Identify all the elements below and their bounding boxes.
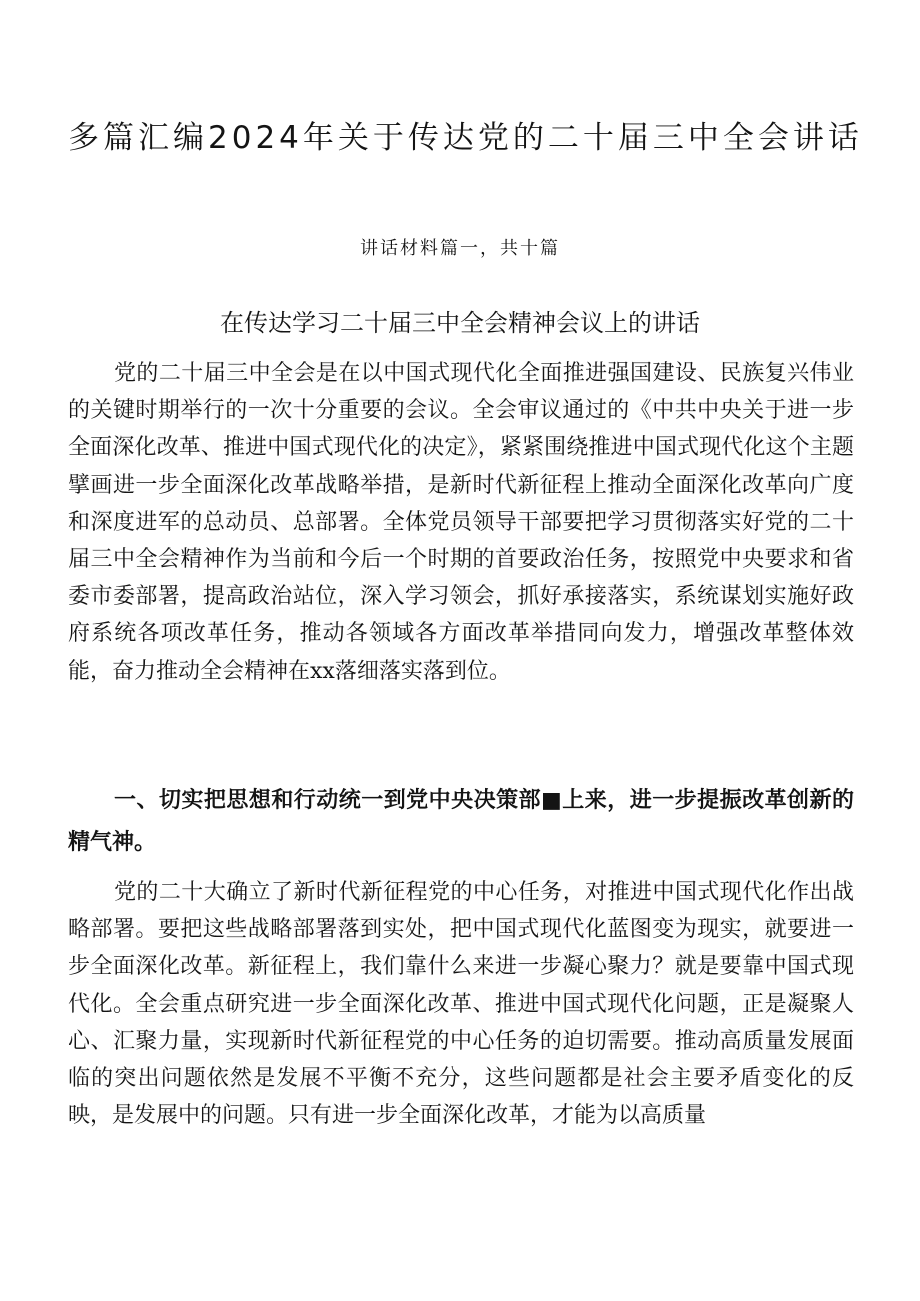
document-title: 多篇汇编2024年关于传达党的二十届三中全会讲话 xyxy=(68,120,863,156)
section-heading: 一、切实把思想和行动统一到党中央决策部■上来，进一步提振改革创新的精气神。 xyxy=(68,788,854,855)
body-paragraph: 党的二十大确立了新时代新征程党的中心任务，对推进中国式现代化作出战略部署。要把这些战略部署落到实处，把中国式现代化蓝图变为现实，就要进一步全面深化改革。新征程上，我们靠什么来进一步凝心聚力？就是要靠中国式现代化。全会重点研究进一步全面深化改革、推进中国式现代化问题，正是凝聚人心、汇聚力量，实现新时代新征程党的中心任务的迫切需要。推动高质量发展面临的突出问题依然是发展不平衡不充分，这些问题都是社会主要矛盾变化的反映，是发展中的问题。只有进一步全面深化改革，才能为以高质量 xyxy=(68,880,854,1129)
series-label: 讲话材料篇一，共十篇 xyxy=(360,238,560,259)
speech-title: 在传达学习二十届三中全会精神会议上的讲话 xyxy=(220,309,700,337)
body-paragraph: 党的二十届三中全会是在以中国式现代化全面推进强国建设、民族复兴伟业的关键时期举行的一次十分重要的会议。全会审议通过的《中共中央关于进一步全面深化改革、推进中国式现代化的决定》，紧紧围绕推进中国式现代化这个主题擘画进一步全面深化改革战略举措，是新时代新征程上推动全面深化改革向广度和深度进军的总动员、总部署。全体党员领导干部要把学习贯彻落实好党的二十届三中全会精神作为当前和今后一个时期的首要政治任务，按照党中央要求和省委市委部署，提高政治站位，深入学习领会，抓好承接落实，系统谋划实施好政府系统各项改革任务，推动各领域各方面改革举措同向发力，增强改革整体效能，奋力推动全会精神在xx落细落实落到位。 xyxy=(68,361,854,684)
